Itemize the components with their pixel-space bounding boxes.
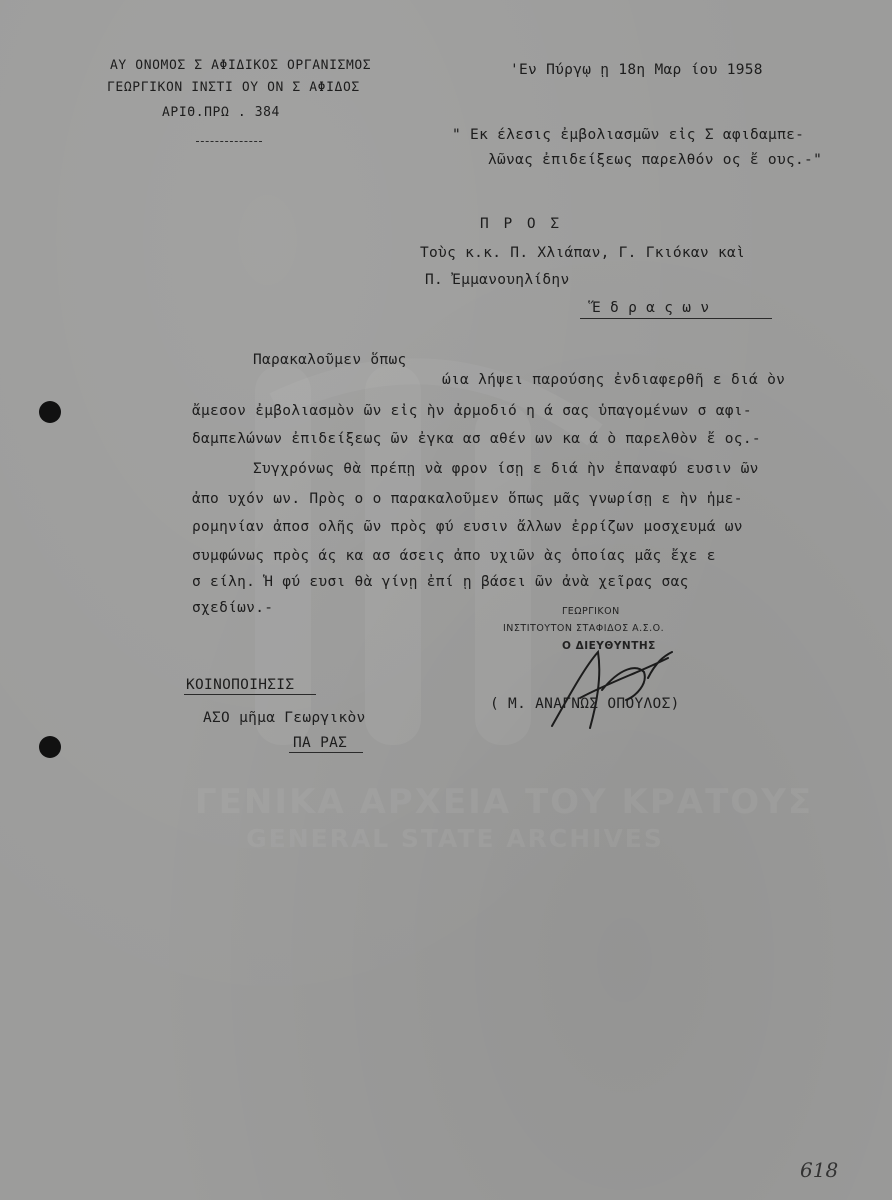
signatory-name: ( Μ. ΑΝΑΓΝΩΣ ΟΠΟΥΛΟΣ)	[490, 696, 680, 712]
watermark-line1: ΓΕΝΙΚΑ ΑΡΧΕΙΑ ΤΟΥ ΚΡΑΤΟΥΣ	[195, 782, 814, 822]
watermark-line2: GENERAL STATE ARCHIVES	[246, 824, 664, 853]
recipient-line2: Π. Ἐμμανουηλίδην	[425, 272, 570, 288]
body-line-3: δαμπελώνων ἐπιδείξεως ῶν ἐγκα ασ αθέν ων κα ά ὸ παρελθὸν ἔ ος.-	[192, 431, 761, 447]
subject-line2: λῶνας ἐπιδείξεως παρελθόν ος ἔ ους.-"	[488, 152, 823, 168]
body-line-7: συμφώνως πρὸς άς κα ασ άσεις ἀπο υχιῶν ὰς ὁποίας μᾶς ἔχε ε	[192, 548, 716, 564]
recipient-seat: Ἕ δ ρ α ς ω ν	[592, 300, 710, 316]
body-line-6: ρομηνίαν ἀποσ ολῆς ῶν πρὸς φύ ευσιν ἄλλων ἐρρίζων μοσχευμά ων	[192, 519, 743, 535]
recipient-heading: Π Ρ Ο Σ	[480, 216, 563, 232]
body-line-1: ώια λήψει παρούσης ἐνδιαφερθῆ ε διά ὸν	[442, 372, 786, 388]
document-date: 'Εν Πύργῳ ῃ 18η Μαρ ίου 1958	[510, 62, 763, 78]
punch-hole-top	[39, 401, 61, 423]
body-opening: Παρακαλοῦμεν ὅπως	[253, 352, 407, 368]
handwritten-signature	[540, 638, 690, 738]
cc-line1: ΑΣΟ μῆμα Γεωργικὸν	[203, 710, 366, 726]
reference-rule	[196, 141, 262, 142]
page-number: 618	[800, 1158, 839, 1182]
body-line-4: Συγχρόνως θὰ πρέπῃ νὰ φρον ίσῃ ε διά ὴν ἐπαναφύ ευσιν ῶν	[253, 461, 759, 477]
archive-watermark-text	[195, 782, 814, 853]
body-line-9: σχεδίων.-	[192, 600, 274, 616]
punch-hole-bottom	[39, 736, 61, 758]
recipient-seat-rule	[580, 318, 772, 319]
stamp-line2: ΙΝΣΤΙΤΟΥΤΟΝ ΣΤΑΦΙΔΟΣ Α.Σ.Ο.	[503, 623, 665, 634]
recipient-line1: Τοὺς κ.κ. Π. Χλιάπαν, Γ. Γκιόκαν καὶ	[420, 245, 746, 261]
org-name-line1: ΑΥ ΟΝΟΜΟΣ Σ ΑΦΙΔΙΚΟΣ ΟΡΓΑΝΙΣΜΟΣ	[110, 58, 372, 73]
reference-number: ΑΡΙΘ.ΠΡΩ . 384	[162, 105, 280, 120]
body-line-8: σ είλη. Ἡ φύ ευσι θὰ γίνῃ ἐπί ῃ βάσει ῶν ἀνὰ χεῖρας σας	[192, 574, 689, 590]
cc-heading-rule	[184, 694, 316, 695]
body-line-5: ἀπο υχόν ων. Πρὸς ο ο παρακαλοῦμεν ὅπως μᾶς γνωρίσῃ ε ὴν ἡμε-	[192, 491, 743, 507]
stamp-line1: ΓΕΩΡΓΙΚΟΝ	[562, 606, 620, 617]
cc-line2-rule	[289, 752, 363, 753]
cc-line2: ΠΑ ΡΑΣ	[293, 735, 348, 751]
subject-line1: " Εκ έλεσις ἐμβολιασμῶν εἰς Σ αφιδαμπε-	[452, 127, 805, 143]
cc-heading: ΚΟΙΝΟΠΟΙΗΣΙΣ	[186, 677, 295, 693]
org-name-line2: ΓΕΩΡΓΙΚΟΝ ΙΝΣΤΙ ΟΥ ΟΝ Σ ΑΦΙΔΟΣ	[107, 80, 360, 95]
signatory-title: Ο ΔΙΕΥΘΥΝΤΗΣ	[562, 640, 656, 652]
body-line-2: ἄμεσον ἐμβολιασμὸν ῶν εἰς ὴν ἀρμοδιό η ά σας ὑπαγομένων σ αφι-	[192, 403, 752, 419]
